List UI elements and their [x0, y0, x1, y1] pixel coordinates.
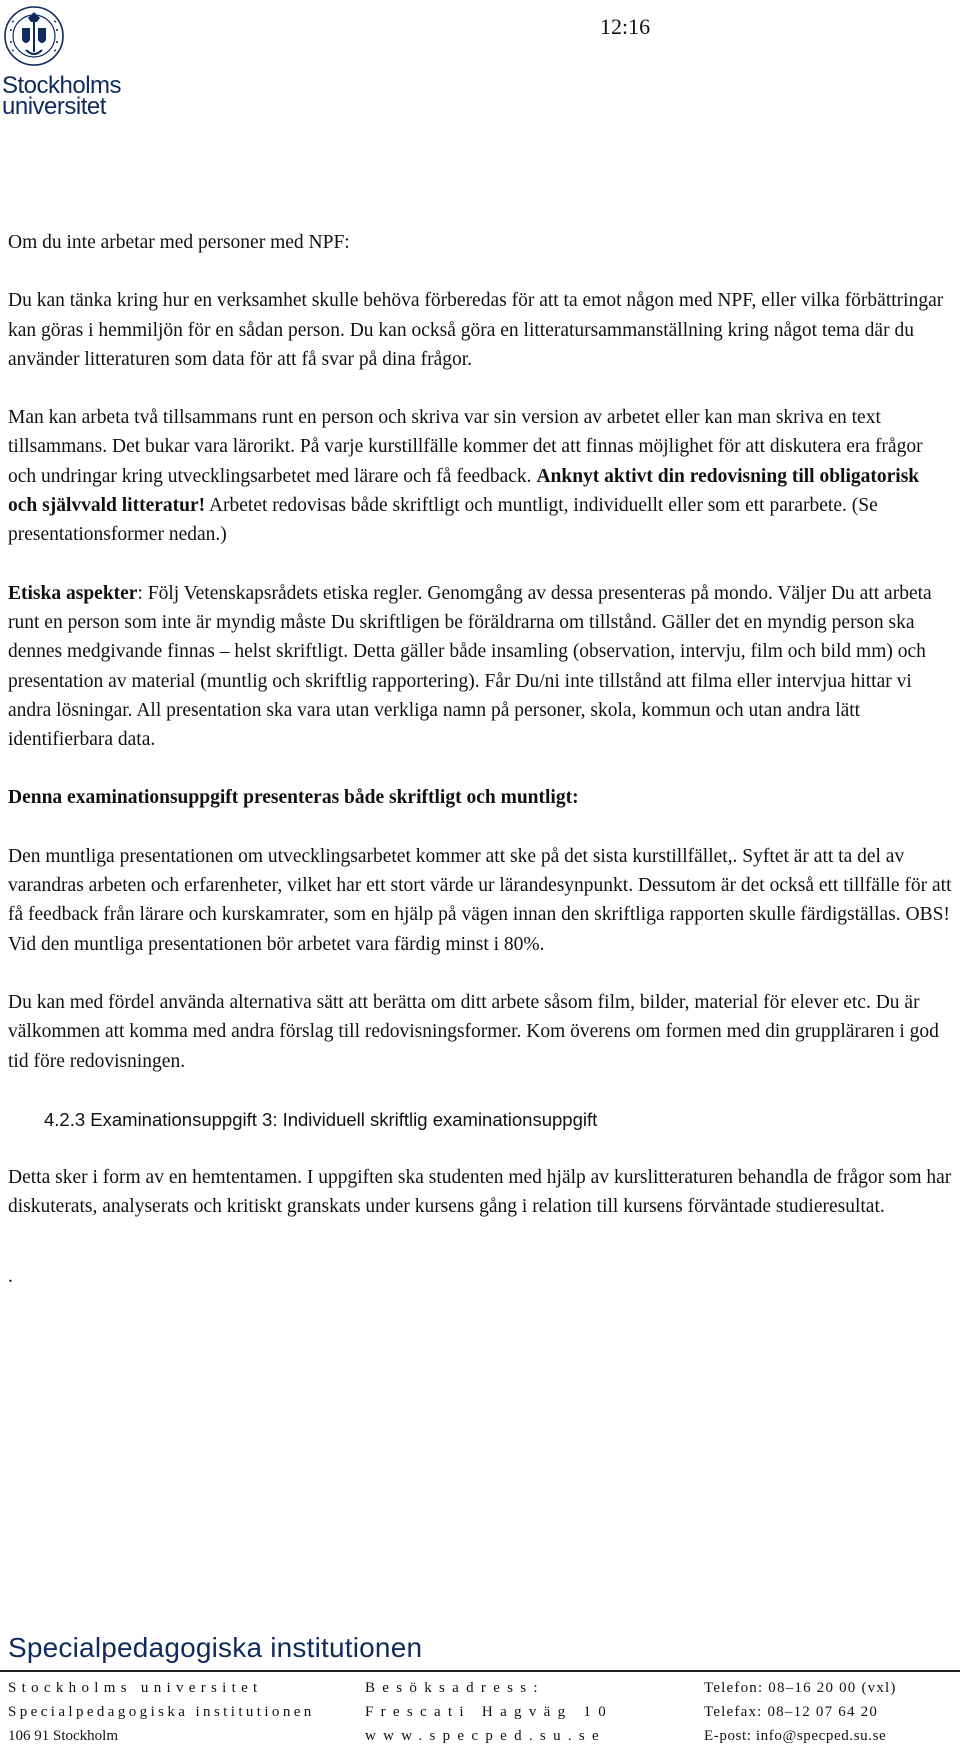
section-subheading: 4.2.3 Examinationsuppgift 3: Individuell skriftlig examinationsuppgift — [44, 1108, 598, 1130]
text-exam-heading: Denna examinationsuppgift presenteras både skriftligt och muntligt: — [8, 787, 579, 809]
text-p6: Den muntliga presentationen om utvecklingsarbetet kommer att ske på det sista kurstillfället,. Syftet är att ta del av varandras arbeten och erfarenheter, vilket har ett stort värde ur lärandesynpunkt. Dessutom är det också ett tillfälle för att få feedback från lärare och kurskamrater, som en hjälp på vägen innan den skriftliga rapporten skulle färdigställas. OBS! Vid den muntliga presentationen bör arbetet vara färdig minst i 80%. — [8, 845, 952, 955]
paragraph-collaboration — [8, 403, 953, 549]
paragraph-ethics — [8, 579, 953, 755]
text-p3b: Arbetet redovisas både skriftligt och muntligt, individuellt eller som ett pararbete. (Se presentationsformer nedan.) — [8, 495, 878, 546]
university-seal-icon — [2, 4, 66, 68]
footer-row — [8, 1728, 958, 1752]
footer-contact — [8, 1680, 958, 1752]
footer-department: Specialpedagogiska institutionen — [8, 1704, 315, 1720]
text-p9: . — [8, 1265, 13, 1287]
footer-department-title: Specialpedagogiska institutionen — [8, 1632, 423, 1663]
footer-postal: 106 91 Stockholm — [8, 1728, 119, 1744]
text-ethics: : Följ Vetenskapsrådets etiska regler. Genomgång av dessa presenteras på mondo. Väljer Du att arbeta runt en person som inte är myndig måste Du skriftligen be föräldrarna om tillstånd. Gäller det en myndig person ska dennes medgivande finnas – helst skriftligt. Detta gäller både insamling (observation, intervju, film och bild mm) och presentation av material (muntlig och skriftlig rapportering). Får Du/ni inte tillstånd att filma eller intervjua hittar vi andra lösningar. All presentation ska vara utan verkliga namn på personer, skola, kommun och utan andra lätt identifierbara data. — [8, 582, 932, 751]
document-body — [8, 228, 953, 1320]
paragraph-alternative-forms — [8, 988, 953, 1076]
paragraph-home-exam — [8, 1163, 953, 1222]
text-p8: Detta sker i form av en hemtentamen. I uppgiften ska studenten med hjälp av kurslitteraturen behandla de frågor som har diskuterats, analyserats och kritiskt granskats under kursens gång i relation till kursens förväntade studieresultat. — [8, 1167, 952, 1218]
footer-divider — [0, 1670, 960, 1672]
footer-email-link[interactable]: E-post: info@specped.su.se — [704, 1728, 887, 1744]
text-ethics-heading: Etiska aspekter — [8, 582, 138, 604]
footer-university: Stockholms universitet — [8, 1680, 263, 1696]
text-p7: Du kan med fördel använda alternativa sätt att berätta om ditt arbete såsom film, bilder, material för elever etc. Du är välkommen att komma med andra förslag till redovisningsformer. Kom överens om formen med din gruppläraren i god tid före redovisningen. — [8, 991, 939, 1072]
text-p3a: Man kan arbeta två tillsammans runt en person och skriva var sin version av arbetet eller kan man skriva en text tillsammans. Det bukar vara lärorikt. På varje kurstillfälle kommer det att finnas möjlighet för att diskutera era frågor och undringar kring utvecklingsarbetet med lärare och få feedback. — [8, 407, 923, 487]
footer-fax: Telefax: 08–12 07 64 20 — [704, 1704, 879, 1720]
university-logo — [0, 0, 140, 120]
text-p3-bold: Anknyt aktivt din redovisning till obligatorisk och självvald litteratur! — [8, 465, 920, 517]
footer-row — [8, 1704, 958, 1728]
logo-text-line2: universitet — [2, 93, 106, 120]
text-p1: Om du inte arbetar med personer med NPF: — [8, 232, 350, 253]
logo-text-line1: Stockholms — [2, 72, 122, 99]
page-time: 12:16 — [600, 14, 651, 39]
footer-row — [8, 1680, 958, 1704]
paragraph-oral-presentation — [8, 842, 953, 959]
paragraph-dot — [8, 1262, 953, 1291]
footer-website-link[interactable]: www.specped.su.se — [365, 1728, 607, 1744]
paragraph-npf-options — [8, 286, 953, 374]
footer-street: Frescati Hagväg 10 — [365, 1704, 614, 1720]
footer-phone: Telefon: 08–16 20 00 (vxl) — [704, 1680, 897, 1696]
paragraph-npf-intro — [8, 228, 953, 257]
paragraph-exam-heading — [8, 783, 953, 812]
text-p2: Du kan tänka kring hur en verksamhet skulle behöva förberedas för att ta emot någon med NPF, eller vilka förbättringar kan göras i hemmiljön för en sådan person. Du kan också göra en litteratursammanställning kring något tema där du använder litteraturen som data för att få svar på dina frågor. — [8, 290, 944, 370]
footer-visit-label: Besöksadress: — [365, 1680, 545, 1696]
